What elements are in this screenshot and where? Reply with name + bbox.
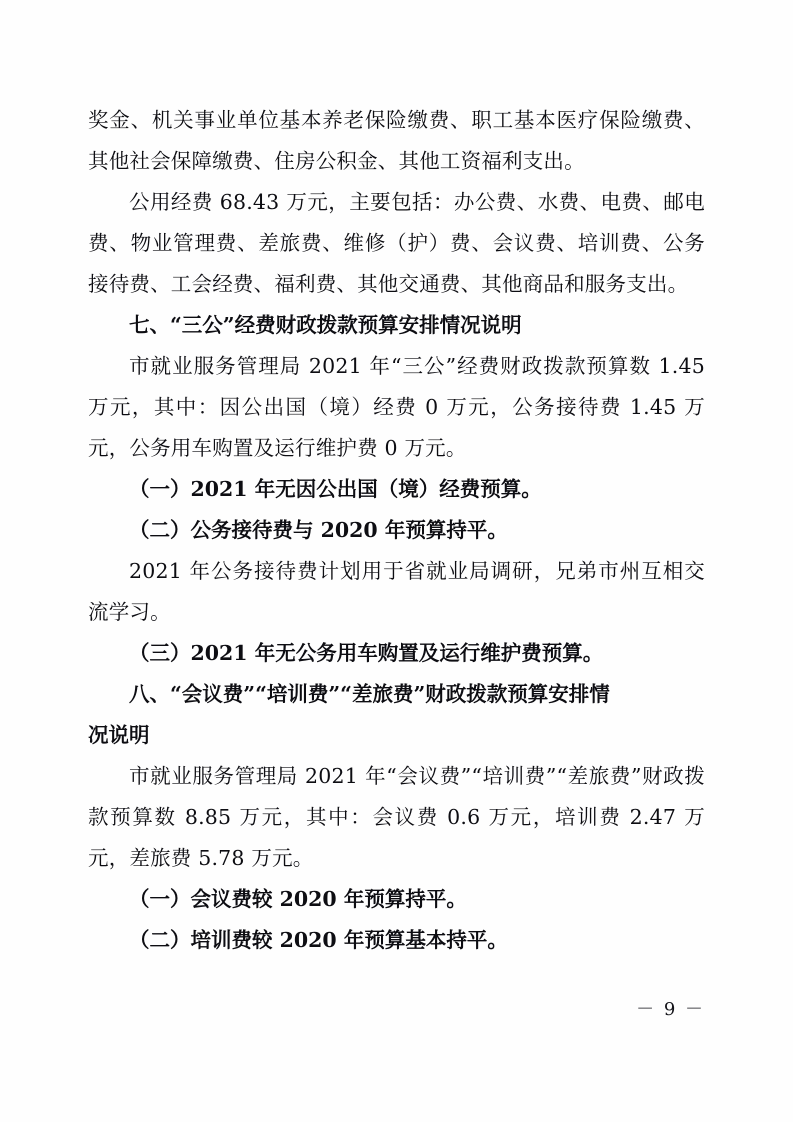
heading-section-eight-continued: 况说明	[88, 723, 150, 747]
page-number: － 9 －	[636, 999, 705, 1020]
heading-eight-item-two: （二）培训费较 2020 年预算基本持平。	[129, 928, 508, 952]
paragraph-meeting-training-travel: 市就业服务管理局 2021 年“会议费”“培训费”“差旅费”财政拨款预算数 8.85 万元，其中：会议费 0.6 万元，培训费 2.47 万元，差旅费 5.78 万元。	[88, 764, 705, 870]
paragraph-public-funds: 公用经费 68.43 万元，主要包括：办公费、水费、电费、邮电费、物业管理费、差旅费、维修（护）费、会议费、培训费、公务接待费、工会经费、福利费、其他交通费、其他商品和服务支出。	[88, 190, 705, 296]
paragraph-reception-plan: 2021 年公务接待费计划用于省就业局调研，兄弟市州互相交流学习。	[88, 559, 705, 624]
heading-seven-item-one: （一）2021 年无因公出国（境）经费预算。	[129, 477, 542, 501]
heading-section-seven: 七、“三公”经费财政拨款预算安排情况说明	[129, 313, 522, 337]
heading-seven-item-three: （三）2021 年无公务用车购置及运行维护费预算。	[129, 641, 604, 665]
paragraph-continuation-salary: 奖金、机关事业单位基本养老保险缴费、职工基本医疗保险缴费、其他社会保障缴费、住房公积金、其他工资福利支出。	[88, 108, 705, 173]
document-body	[88, 100, 705, 961]
paragraph-three-public-total: 市就业服务管理局 2021 年“三公”经费财政拨款预算数 1.45 万元，其中：因公出国（境）经费 0 万元，公务接待费 1.45 万元，公务用车购置及运行维护费 0 万元。	[88, 354, 705, 460]
heading-section-eight: 八、“会议费”“培训费”“差旅费”财政拨款预算安排情	[129, 682, 610, 706]
heading-eight-item-one: （一）会议费较 2020 年预算持平。	[129, 887, 467, 911]
heading-seven-item-two: （二）公务接待费与 2020 年预算持平。	[129, 518, 508, 542]
